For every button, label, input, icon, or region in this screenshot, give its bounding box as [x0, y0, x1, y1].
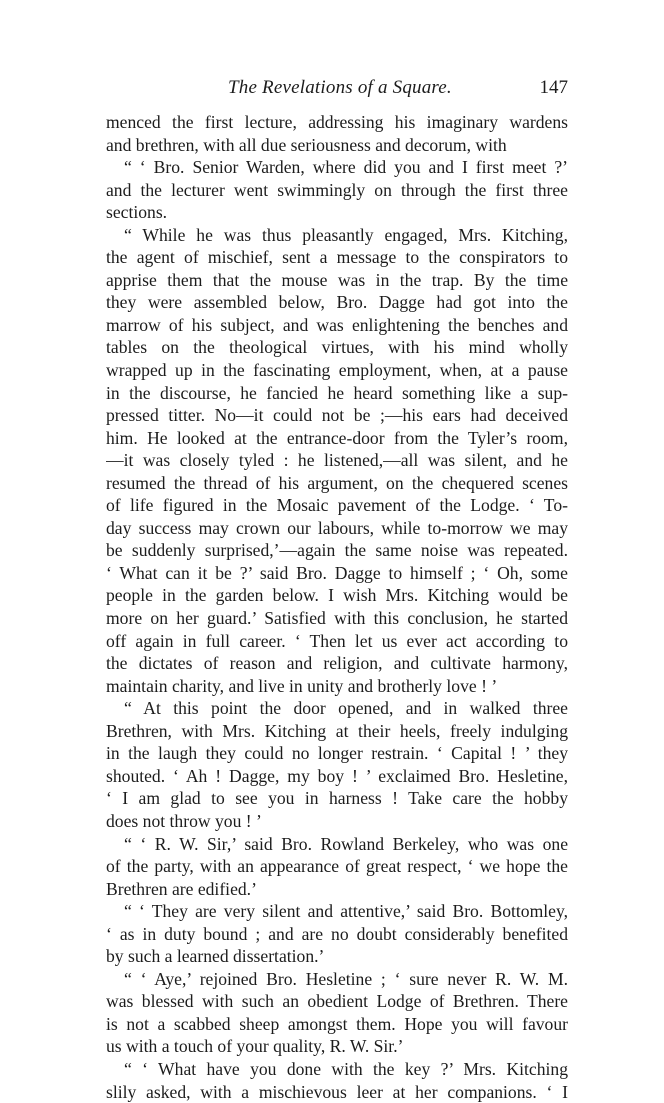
text-line: “ At this point the door opened, and in walked three	[124, 698, 568, 719]
text-line: does not throw you ! ’	[106, 810, 262, 831]
body-text	[106, 111, 568, 1103]
text-line: in the discourse, he fancied he heard something like a sup-	[106, 382, 568, 403]
text-line: “ ‘ What have you done with the key ?’ Mrs. Kitching	[124, 1058, 568, 1079]
text-line: “ ‘ Aye,’ rejoined Bro. Hesletine ; ‘ sure never R. W. M.	[124, 968, 568, 989]
text-line: of the party, with an appearance of great respect, ‘ we hope the	[106, 856, 568, 877]
text-line: “ ‘ Bro. Senior Warden, where did you and I first meet ?’	[124, 157, 568, 178]
text-line: be suddenly surprised,’—again the same noise was repeated.	[106, 540, 568, 561]
text-line: the dictates of reason and religion, and cultivate harmony,	[106, 653, 568, 674]
text-line: “ While he was thus pleasantly engaged, Mrs. Kitching,	[124, 224, 568, 245]
text-line: —it was closely tyled : he listened,—all was silent, and he	[106, 450, 568, 471]
text-line: maintain charity, and live in unity and brotherly love ! ’	[106, 675, 498, 696]
text-line: and brethren, with all due seriousness and decorum, with	[106, 134, 507, 155]
text-line: and the lecturer went swimmingly on through the first three	[106, 179, 568, 200]
text-line: the agent of mischief, sent a message to the conspirators to	[106, 247, 568, 268]
text-line: shouted. ‘ Ah ! Dagge, my boy ! ’ exclaimed Bro. Hesletine,	[106, 765, 568, 786]
text-line: was blessed with such an obedient Lodge of Brethren. There	[106, 991, 568, 1012]
text-line: marrow of his subject, and was enlightening the benches and	[106, 314, 568, 335]
text-line: Brethren are edified.’	[106, 878, 257, 899]
text-line: pressed titter. No—it could not be ;—his ears had deceived	[106, 405, 568, 426]
text-line: more on her guard.’ Satisfied with this conclusion, he started	[106, 608, 568, 629]
text-line: day success may crown our labours, while to-morrow we may	[106, 517, 568, 538]
text-line: off again in full career. ‘ Then let us ever act according to	[106, 630, 568, 651]
text-line: people in the garden below. I wish Mrs. Kitching would be	[106, 585, 568, 606]
text-line: “ ‘ R. W. Sir,’ said Bro. Rowland Berkeley, who was one	[124, 833, 568, 854]
text-line: tables on the theological virtues, with his mind wholly	[106, 337, 568, 358]
text-line: ‘ What can it be ?’ said Bro. Dagge to himself ; ‘ Oh, some	[106, 562, 568, 583]
text-line: him. He looked at the entrance-door from the Tyler’s room,	[106, 427, 568, 448]
text-line: Brethren, with Mrs. Kitching at their heels, freely indulging	[106, 720, 568, 741]
text-line: of life figured in the Mosaic pavement of the Lodge. ‘ To-	[106, 495, 568, 516]
text-line: by such a learned dissertation.’	[106, 946, 325, 967]
running-title: The Revelations of a Square.	[228, 77, 452, 98]
text-line: apprise them that the mouse was in the trap. By the time	[106, 269, 568, 290]
text-line: they were assembled below, Bro. Dagge had got into the	[106, 292, 568, 313]
text-line: ‘ I am glad to see you in harness ! Take care the hobby	[106, 788, 568, 809]
text-line: us with a touch of your quality, R. W. Sir.’	[106, 1036, 404, 1057]
text-line: is not a scabbed sheep amongst them. Hope you will favour	[106, 1013, 568, 1034]
text-line: sections.	[106, 202, 168, 223]
page-header	[108, 77, 568, 103]
text-line: ‘ as in duty bound ; and are no doubt considerably benefited	[106, 923, 568, 944]
text-line: slily asked, with a mischievous leer at her companions. ‘ I	[106, 1081, 568, 1102]
text-line: in the laugh they could no longer restrain. ‘ Capital ! ’ they	[106, 743, 568, 764]
text-line: “ ‘ They are very silent and attentive,’ said Bro. Bottomley,	[124, 901, 568, 922]
text-line: resumed the thread of his argument, on the chequered scenes	[106, 472, 568, 493]
text-line: menced the first lecture, addressing his imaginary wardens	[106, 112, 568, 132]
text-line: wrapped up in the fascinating employment, when, at a pause	[106, 360, 568, 381]
page-number: 147	[539, 77, 568, 98]
